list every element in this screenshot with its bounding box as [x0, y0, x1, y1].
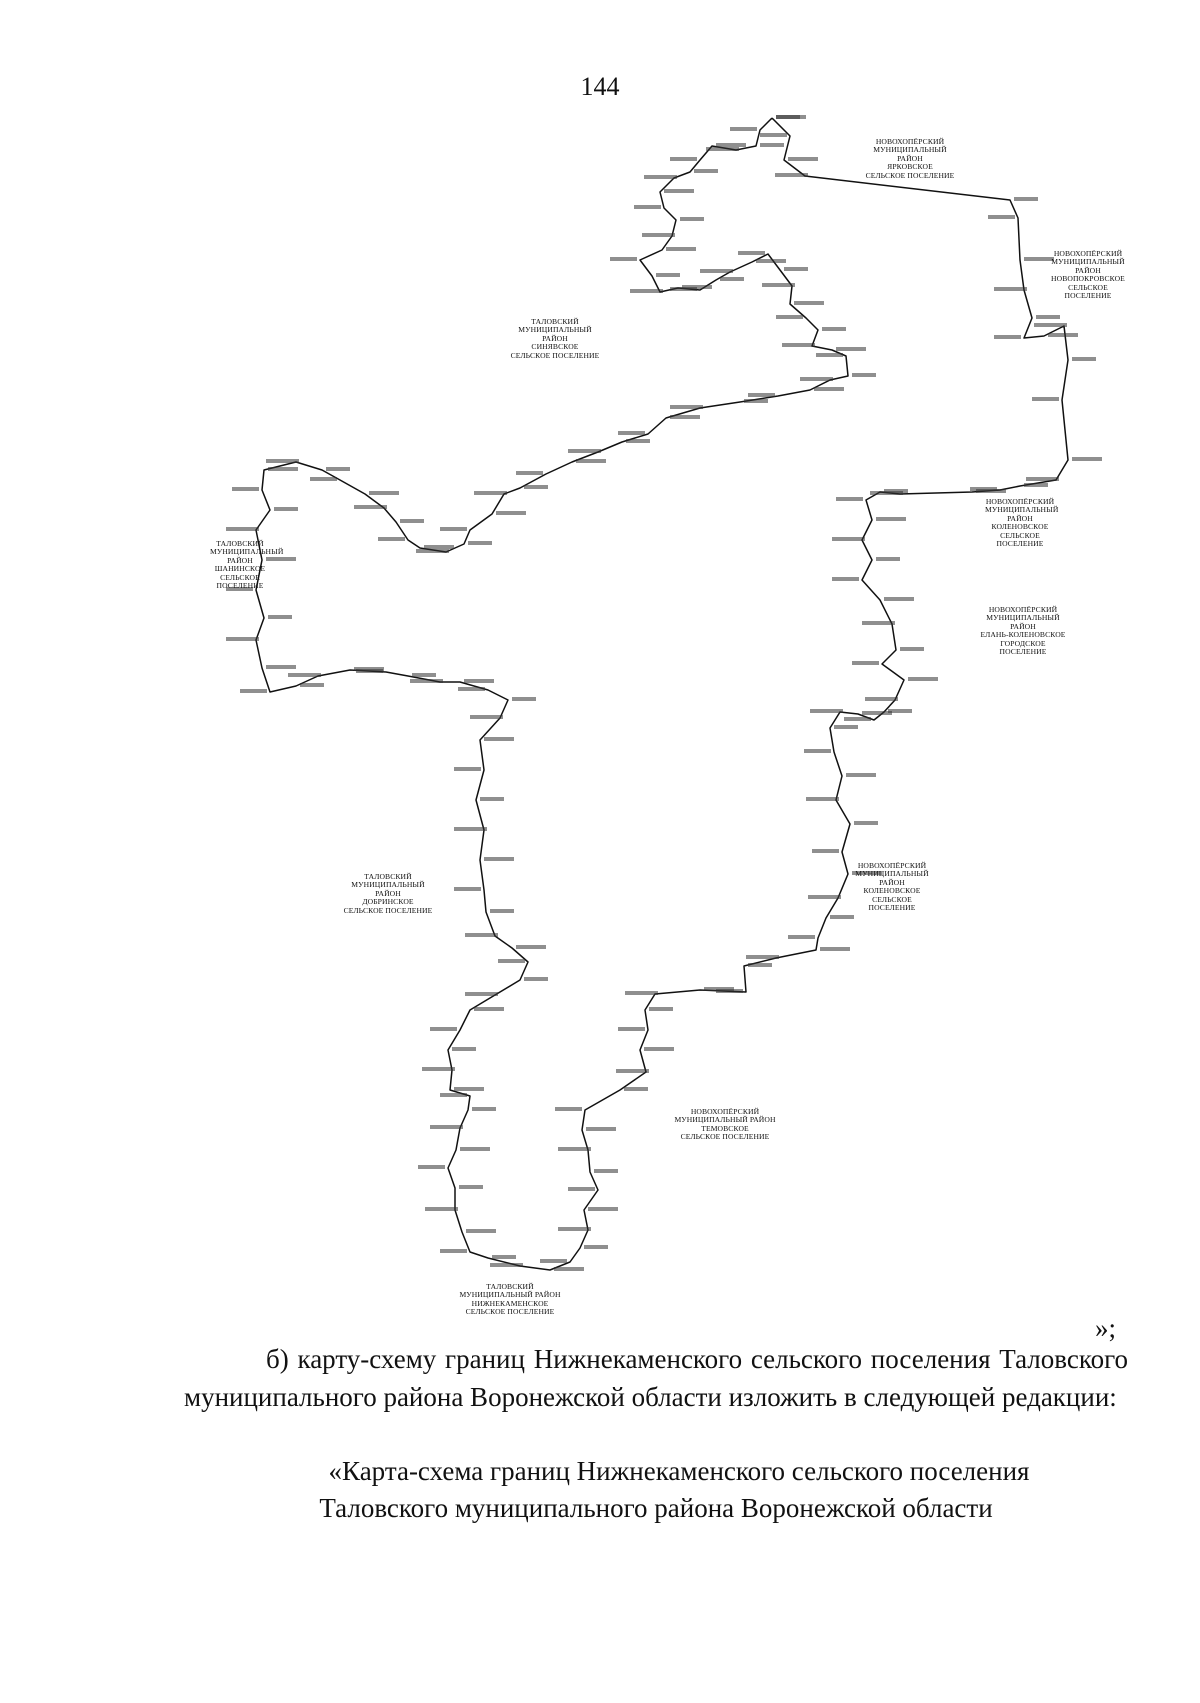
boundary-point-marker — [756, 259, 786, 263]
boundary-point-marker — [454, 1087, 484, 1091]
boundary-point-marker — [618, 1027, 645, 1031]
boundary-point-marker — [746, 955, 779, 959]
boundary-point-marker — [430, 1027, 457, 1031]
boundary-point-marker — [1024, 483, 1048, 487]
boundary-point-marker — [354, 505, 387, 509]
boundary-point-marker — [748, 963, 772, 967]
boundary-point-marker — [410, 679, 443, 683]
boundary-point-marker — [865, 697, 898, 701]
region-label-east-novopokrovskoe: НОВОХОПЁРСКИЙ МУНИЦИПАЛЬНЫЙ РАЙОН НОВОПОКРОВСКОЕ СЕЛЬСКОЕ ПОСЕЛЕНИЕ — [1051, 249, 1125, 301]
boundary-point-marker — [682, 285, 712, 289]
boundary-point-marker — [680, 217, 704, 221]
boundary-point-marker — [656, 273, 680, 277]
boundary-point-marker — [720, 277, 744, 281]
boundary-point-marker — [378, 537, 405, 541]
boundary-point-marker — [460, 1147, 490, 1151]
boundary-point-marker — [862, 711, 892, 715]
boundary-point-marker — [472, 1107, 496, 1111]
boundary-point-marker — [624, 1087, 648, 1091]
boundary-point-marker — [630, 289, 663, 293]
region-label-east-kolenovskoe-1: НОВОХОПЁРСКИЙ МУНИЦИПАЛЬНЫЙ РАЙОН КОЛЕНОВСКОЕ СЕЛЬСКОЕ ПОСЕЛЕНИЕ — [985, 497, 1059, 549]
boundary-point-marker — [418, 1165, 445, 1169]
boundary-point-marker — [1014, 197, 1038, 201]
boundary-point-marker — [422, 1067, 455, 1071]
boundary-point-marker — [558, 1147, 591, 1151]
boundary-point-marker — [586, 1127, 616, 1131]
boundary-point-marker — [812, 849, 839, 853]
boundary-point-marker — [816, 353, 843, 357]
boundary-point-marker — [616, 1069, 649, 1073]
region-label-west-shanin: ТАЛОВСКИЙ МУНИЦИПАЛЬНЫЙ РАЙОН ШАНИНСКОЕ СЕЛЬСКОЕ ПОСЕЛЕНИЕ — [210, 539, 284, 591]
boundary-point-marker — [240, 689, 267, 693]
boundary-point-marker — [626, 439, 650, 443]
boundary-point-marker — [760, 143, 784, 147]
boundary-point-marker — [464, 679, 494, 683]
boundary-point-marker — [266, 459, 299, 463]
boundary-point-marker — [226, 527, 259, 531]
boundary-point-marker — [555, 1107, 582, 1111]
boundary-point-marker — [664, 189, 694, 193]
boundary-point-marker — [834, 725, 858, 729]
region-label-south-nizhnekamenskoe: ТАЛОВСКИЙ МУНИЦИПАЛЬНЫЙ РАЙОН НИЖНЕКАМЕНСКОЕ СЕЛЬСКОЕ ПОСЕЛЕНИЕ — [459, 1282, 561, 1317]
region-label-north-west-sinyavskoe: ТАЛОВСКИЙ МУНИЦИПАЛЬНЫЙ РАЙОН СИНЯВСКОЕ СЕЛЬСКОЕ ПОСЕЛЕНИЕ — [510, 317, 600, 360]
boundary-point-marker — [440, 1093, 467, 1097]
map-caption — [184, 1453, 1128, 1527]
boundary-point-marker — [976, 489, 1006, 493]
boundary-point-marker — [876, 557, 900, 561]
boundary-point-marker — [300, 683, 324, 687]
boundary-point-marker — [1072, 457, 1102, 461]
boundary-point-marker — [454, 827, 487, 831]
boundary-point-marker — [454, 767, 481, 771]
boundary-point-marker — [554, 1267, 584, 1271]
boundary-point-marker — [369, 491, 399, 495]
region-label-north-east: НОВОХОПЁРСКИЙ МУНИЦИПАЛЬНЫЙ РАЙОН ЯРКОВСКОЕ СЕЛЬСКОЕ ПОСЕЛЕНИЕ — [865, 137, 955, 180]
boundary-point-marker — [268, 467, 298, 471]
boundary-point-marker — [876, 517, 906, 521]
boundary-point-marker — [670, 157, 697, 161]
boundary-point-marker — [744, 399, 768, 403]
amendment-paragraph — [184, 1340, 1128, 1416]
boundary-point-marker — [618, 431, 645, 435]
boundary-point-marker — [326, 467, 350, 471]
boundary-point-marker — [594, 1169, 618, 1173]
boundary-point-marker — [266, 557, 296, 561]
boundary-point-marker — [808, 895, 841, 899]
boundary-point-marker — [776, 115, 806, 119]
boundary-point-marker — [496, 511, 526, 515]
boundary-point-marker — [226, 637, 259, 641]
boundary-point-marker — [670, 405, 703, 409]
boundary-point-marker — [458, 687, 485, 691]
boundary-point-marker — [558, 1227, 591, 1231]
boundary-point-marker — [994, 287, 1027, 291]
boundary-point-marker — [1034, 323, 1067, 327]
boundary-point-marker — [642, 233, 675, 237]
boundary-point-marker — [634, 205, 661, 209]
boundary-point-marker — [806, 797, 839, 801]
boundary-point-marker — [440, 527, 467, 531]
boundary-point-marker — [568, 449, 601, 453]
boundary-point-marker — [694, 169, 718, 173]
paragraph-text: б) карту-схему границ Нижнекаменского сельского поселения Таловского муниципального района Воронежской области изложить в следующей редакции: — [184, 1344, 1128, 1412]
boundary-point-marker — [649, 1007, 673, 1011]
boundary-point-marker — [310, 477, 337, 481]
boundary-point-marker — [576, 459, 606, 463]
boundary-point-marker — [820, 947, 850, 951]
boundary-point-marker — [776, 315, 803, 319]
boundary-point-marker — [400, 519, 424, 523]
boundary-point-marker — [830, 915, 854, 919]
boundary-point-marker — [760, 133, 787, 137]
caption-line-2: Таловского муниципального района Воронежской области — [319, 1493, 993, 1523]
boundary-point-marker — [1048, 333, 1078, 337]
boundary-point-marker — [670, 415, 700, 419]
boundary-point-marker — [354, 667, 384, 671]
boundary-point-marker — [788, 935, 815, 939]
boundary-point-marker — [994, 335, 1021, 339]
boundary-point-marker — [516, 945, 546, 949]
region-label-east-elan-kolenovskoe: НОВОХОПЁРСКИЙ МУНИЦИПАЛЬНЫЙ РАЙОН ЕЛАНЬ-КОЛЕНОВСКОЕ ГОРОДСКОЕ ПОСЕЛЕНИЕ — [980, 605, 1066, 657]
boundary-point-marker — [416, 549, 449, 553]
boundary-point-marker — [644, 175, 677, 179]
region-label-south-temovskoe: НОВОХОПЁРСКИЙ МУНИЦИПАЛЬНЫЙ РАЙОН ТЕМОВСКОЕ СЕЛЬСКОЕ ПОСЕЛЕНИЕ — [674, 1107, 776, 1142]
boundary-point-marker — [900, 647, 924, 651]
boundary-point-marker — [884, 597, 914, 601]
boundary-point-marker — [706, 147, 739, 151]
boundary-point-marker — [452, 1047, 476, 1051]
boundary-point-marker — [484, 857, 514, 861]
boundary-point-marker — [468, 541, 492, 545]
boundary-point-marker — [484, 737, 514, 741]
boundary-point-marker — [862, 621, 895, 625]
boundary-point-marker — [832, 577, 859, 581]
boundary-point-marker — [716, 143, 746, 147]
boundary-point-marker — [490, 909, 514, 913]
boundary-point-marker — [1036, 315, 1060, 319]
boundary-point-marker — [568, 1187, 595, 1191]
boundary-point-marker — [610, 257, 637, 261]
boundary-point-marker — [852, 661, 879, 665]
boundary-point-marker — [700, 269, 733, 273]
region-label-west-dobrinskoe: ТАЛОВСКИЙ МУНИЦИПАЛЬНЫЙ РАЙОН ДОБРИНСКОЕ СЕЛЬСКОЕ ПОСЕЛЕНИЕ — [343, 872, 433, 915]
boundary-point-marker — [988, 215, 1015, 219]
boundary-point-marker — [490, 1263, 523, 1267]
boundary-point-marker — [424, 545, 454, 549]
boundary-point-marker — [884, 489, 908, 493]
boundary-point-marker — [540, 1259, 567, 1263]
boundary-point-marker — [730, 127, 757, 131]
boundary-point-marker — [412, 673, 436, 677]
boundary-point-marker — [1072, 357, 1096, 361]
boundary-point-marker — [794, 301, 824, 305]
boundary-point-marker — [822, 327, 846, 331]
boundary-point-marker — [854, 821, 878, 825]
boundary-point-marker — [512, 697, 536, 701]
boundary-point-marker — [268, 615, 292, 619]
boundary-point-marker — [492, 1255, 516, 1259]
boundary-point-marker — [788, 157, 818, 161]
boundary-point-marker — [846, 773, 876, 777]
boundary-point-marker — [1032, 397, 1059, 401]
boundary-point-marker — [524, 977, 548, 981]
boundary-map — [190, 100, 1170, 1340]
boundary-point-marker — [908, 677, 938, 681]
boundary-point-marker — [480, 797, 504, 801]
boundary-point-marker — [440, 1249, 467, 1253]
closing-quote: »; — [1095, 1313, 1117, 1343]
boundary-point-marker — [588, 1207, 618, 1211]
boundary-point-marker — [288, 673, 321, 677]
caption-line-1: «Карта-схема границ Нижнекаменского сельского поселения — [328, 1456, 1030, 1486]
boundary-point-marker — [425, 1207, 458, 1211]
boundary-point-marker — [470, 715, 503, 719]
boundary-point-marker — [459, 1185, 483, 1189]
boundary-point-marker — [454, 887, 481, 891]
boundary-point-marker — [762, 283, 795, 287]
boundary-point-marker — [465, 933, 498, 937]
boundary-point-marker — [625, 991, 658, 995]
boundary-point-marker — [810, 709, 843, 713]
boundary-point-marker — [516, 471, 543, 475]
boundary-point-marker — [644, 1047, 674, 1051]
page-number: 144 — [580, 72, 620, 101]
boundary-point-marker — [832, 537, 865, 541]
boundary-point-marker — [474, 491, 507, 495]
boundary-point-marker — [524, 485, 548, 489]
boundary-point-marker — [844, 717, 871, 721]
boundary-point-marker — [784, 267, 808, 271]
boundary-point-marker — [584, 1245, 608, 1249]
boundary-point-marker — [748, 393, 775, 397]
boundary-point-marker — [704, 987, 734, 991]
boundary-point-marker — [775, 173, 808, 177]
boundary-point-marker — [466, 1229, 496, 1233]
boundary-point-marker — [232, 487, 259, 491]
boundary-point-marker — [852, 373, 876, 377]
boundary-point-marker — [266, 665, 296, 669]
boundary-point-marker — [465, 992, 498, 996]
boundary-point-marker — [498, 959, 525, 963]
boundary-point-marker — [430, 1125, 463, 1129]
boundary-point-marker — [814, 387, 844, 391]
boundary-point-marker — [274, 507, 298, 511]
boundary-point-marker — [1026, 477, 1059, 481]
boundary-point-marker — [782, 343, 815, 347]
boundary-point-marker — [800, 377, 833, 381]
region-label-east-kolenovskoe-2: НОВОХОПЁРСКИЙ МУНИЦИПАЛЬНЫЙ РАЙОН КОЛЕНОВСКОЕ СЕЛЬСКОЕ ПОСЕЛЕНИЕ — [855, 861, 929, 913]
boundary-point-marker — [738, 251, 765, 255]
boundary-point-marker — [836, 347, 866, 351]
boundary-point-marker — [474, 1007, 504, 1011]
boundary-point-marker — [666, 247, 696, 251]
boundary-point-marker — [804, 749, 831, 753]
boundary-point-marker — [836, 497, 863, 501]
